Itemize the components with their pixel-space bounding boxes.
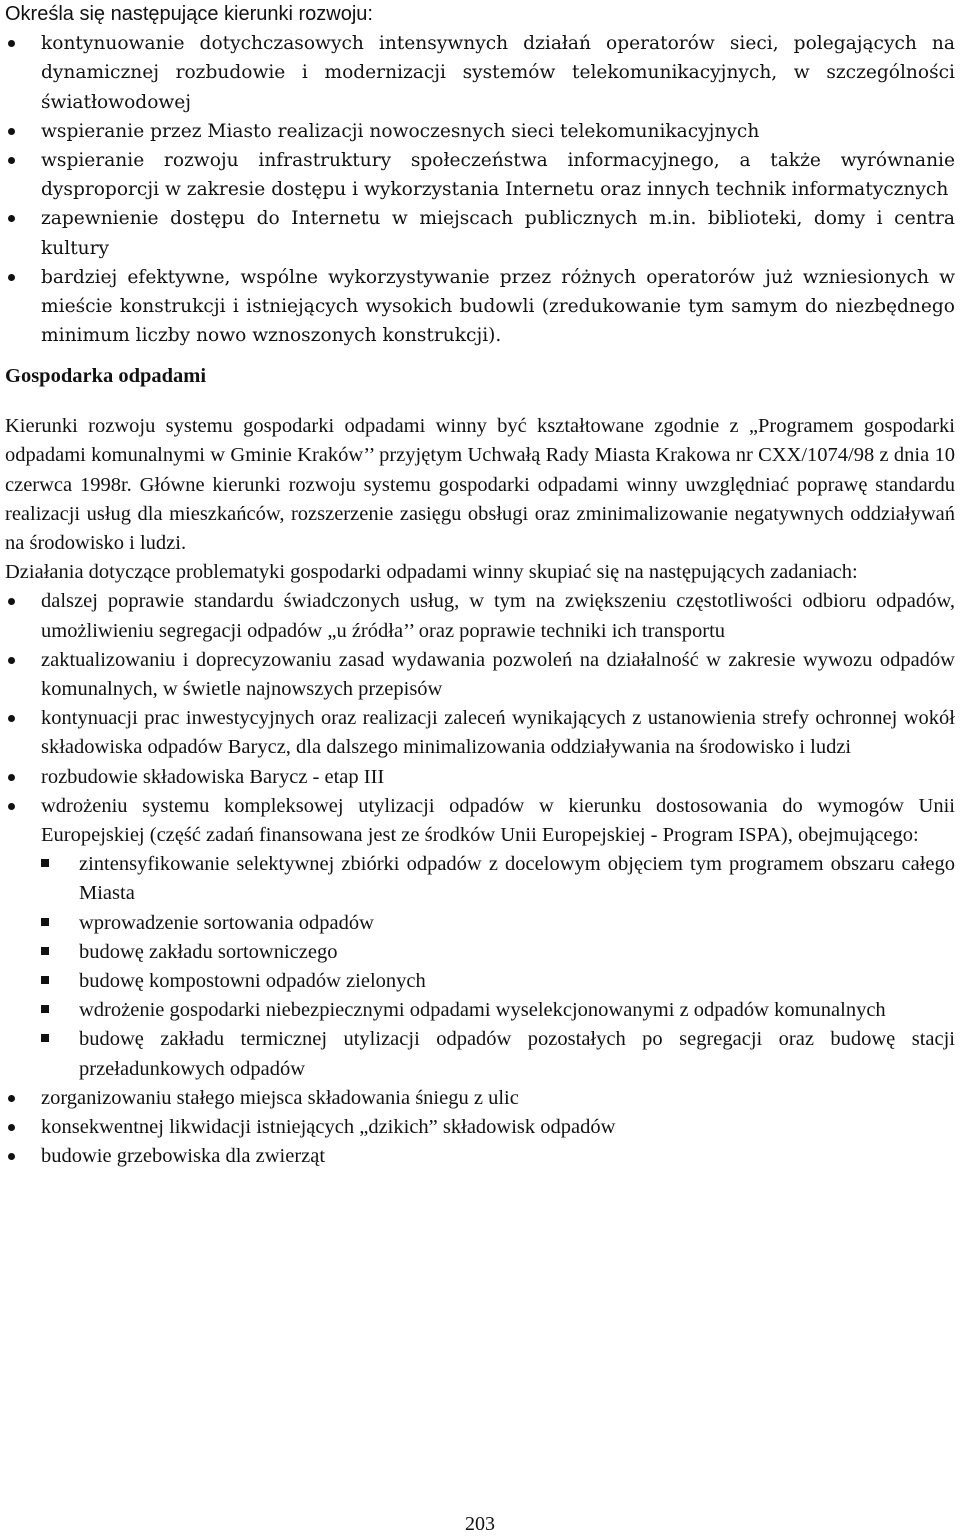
bullet-icon (8, 157, 15, 164)
list-item: zaktualizowaniu i doprecyzowaniu zasad wydawania pozwoleń na działalność w zakresie wywozu odpadów komunalnych, w świetle najnowszych przepisów (5, 646, 955, 704)
sub-list (41, 850, 955, 1084)
bullet-icon (8, 657, 15, 664)
bullet-icon (8, 774, 15, 781)
waste-section (5, 362, 955, 1171)
sub-list-item: budowę kompostowni odpadów zielonych (41, 967, 955, 996)
document-page (5, 0, 955, 1171)
list-item: kontynuacji prac inwestycyjnych oraz realizacji zaleceń wynikających z ustanowienia strefy ochronnej wokół składowiska odpadów Barycz, dla dalszego minimalizowania oddziaływania na środowisko i ludzi (5, 704, 955, 762)
square-bullet-icon (41, 1005, 49, 1013)
section-intro: Określa się następujące kierunki rozwoju: (5, 3, 373, 25)
list-item: wspieranie przez Miasto realizacji nowoczesnych sieci telekomunikacyjnych (5, 117, 955, 146)
bullet-icon (8, 598, 15, 605)
bullet-icon (8, 1153, 15, 1160)
bullet-list (5, 29, 955, 350)
bullet-icon (8, 1095, 15, 1102)
section-heading: Gospodarka odpadami (5, 365, 207, 388)
square-bullet-icon (41, 976, 49, 984)
bullet-icon (8, 803, 15, 810)
list-item: rozbudowie składowiska Barycz - etap III (5, 763, 955, 792)
list-item: zapewnienie dostępu do Internetu w miejscach publicznych m.in. biblioteki, domy i centra kultury (5, 204, 955, 262)
list-item: kontynuowanie dotychczasowych intensywnych działań operatorów sieci, polegających na dynamicznej rozbudowie i modernizacji systemów telekomunikacyjnych, w szczególności światłowodowej (5, 29, 955, 117)
sub-list-item: wdrożenie gospodarki niebezpiecznymi odpadami wyselekcjonowanymi z odpadów komunalnych (41, 996, 955, 1025)
bullet-icon (8, 274, 15, 281)
square-bullet-icon (41, 1034, 49, 1042)
list-item: wspieranie rozwoju infrastruktury społeczeństwa informacyjnego, a także wyrównanie dysproporcji w zakresie dostępu i wykorzystania Internetu oraz innych technik informatycznych (5, 146, 955, 204)
square-bullet-icon (41, 918, 49, 926)
list-item: budowie grzebowiska dla zwierząt (5, 1142, 955, 1171)
bullet-icon (8, 715, 15, 722)
section-paragraph: Kierunki rozwoju systemu gospodarki odpadami winny być kształtowane zgodnie z „Programem gospodarki odpadami komunalnymi w Gminie Kraków’’ przyjętym Uchwałą Rady Miasta Krakowa nr CXX/1074/98 z dnia 10 czerwca 1998r. Główne kierunki rozwoju systemu gospodarki odpadami winny uwzględniać poprawę standardu realizacji usług dla mieszkańców, rozszerzenie zasięgu obsługi oraz zminimalizowanie negatywnych oddziaływań na środowisko i ludzi. (5, 415, 955, 554)
section-intro: Działania dotyczące problematyki gospodarki odpadami winny skupiać się na następujących zadaniach: (5, 561, 858, 584)
sub-list-item: budowę zakładu sortowniczego (41, 938, 955, 967)
bullet-icon (8, 128, 15, 135)
bullet-icon (8, 1124, 15, 1131)
page-number: 203 (465, 1513, 495, 1535)
bullet-icon (8, 40, 15, 47)
list-item: dalszej poprawie standardu świadczonych usług, w tym na zwiększeniu częstotliwości odbioru odpadów, umożliwieniu segregacji odpadów „u źródła’’ oraz poprawie techniki ich transportu (5, 587, 955, 645)
list-item: konsekwentnej likwidacji istniejących „dzikich” składowisk odpadów (5, 1113, 955, 1142)
square-bullet-icon (41, 859, 49, 867)
telecom-section (5, 0, 955, 350)
sub-list-item: budowę zakładu termicznej utylizacji odpadów pozostałych po segregacji oraz budowę stacji przeładunkowych odpadów (41, 1025, 955, 1083)
sub-list-item: wprowadzenie sortowania odpadów (41, 909, 955, 938)
bullet-list (5, 587, 955, 1171)
list-item: bardziej efektywne, wspólne wykorzystywanie przez różnych operatorów już wzniesionych w mieście konstrukcji i istniejących wysokich budowli (zredukowanie tym samym do niezbędnego minimum liczby nowo wznoszonych konstrukcji). (5, 263, 955, 351)
list-item: zorganizowaniu stałego miejsca składowania śniegu z ulic (5, 1084, 955, 1113)
bullet-icon (8, 215, 15, 222)
square-bullet-icon (41, 947, 49, 955)
list-item: wdrożeniu systemu kompleksowej utylizacji odpadów w kierunku dostosowania do wymogów Unii Europejskiej (część zadań finansowana jest ze środków Unii Europejskiej - Program ISPA), obejmującego: zintensyfikowanie selektywnej zbiórki odpadów z docelowym objęciem tym programem obszaru całego Miasta wprowadzenie sortowania odpadów budowę zakładu sortowniczego budowę kompostowni odpadów zielonych wdrożenie gospodarki niebezpiecznymi odpadami wyselekcjonowanymi z odpadów komunalnych budowę zakładu termicznej utylizacji odpadów pozostałych po segregacji oraz budowę stacji przeładunkowych odpadów (5, 792, 955, 1084)
sub-list-item: zintensyfikowanie selektywnej zbiórki odpadów z docelowym objęciem tym programem obszaru całego Miasta (41, 850, 955, 908)
